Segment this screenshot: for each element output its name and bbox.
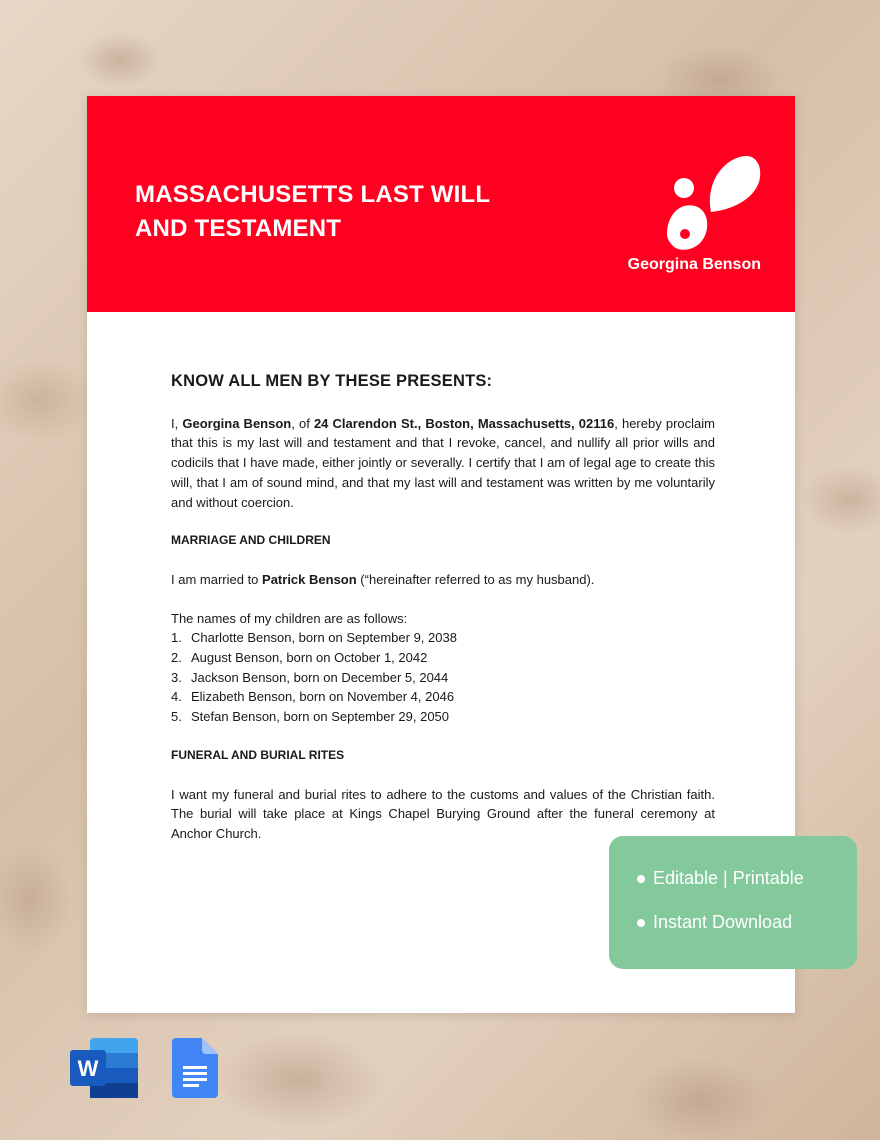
children-intro: The names of my children are as follows: [171, 610, 408, 626]
document-title: MASSACHUSETTS LAST WILL AND TESTAMENT [135, 181, 491, 242]
document-heading: KNOW ALL MEN BY THESE PRESENTS: [171, 372, 493, 390]
list-item: 2. August Benson, born on October 1, 2042 [171, 650, 428, 666]
badge-feature-editable: Editable | Printable [637, 868, 804, 889]
intro-paragraph: I, Georgina Benson, of 24 Clarendon St., Boston, Massachusetts, 02116, hereby proclaim that this is my last will and testament and that I revoke, cancel, and nullify all prior wills and codicils that I have made, either jointly or severally. I certify that I am of legal age to create this will, that I am of sound mind, and that my last will and testament was written by me voluntarily and without coercion. [171, 415, 715, 510]
word-icon[interactable] [70, 1038, 138, 1098]
section-heading-funeral: FUNERAL AND BURIAL RITES [171, 747, 345, 762]
features-badge [609, 836, 857, 969]
document-header [87, 96, 795, 312]
children-list [171, 628, 715, 727]
list-item: 1. Charlotte Benson, born on September 9, 2038 [171, 630, 457, 646]
document-body [171, 372, 715, 844]
list-item: 5. Stefan Benson, born on September 29, 2050 [171, 709, 450, 725]
bullet-icon [637, 875, 645, 883]
section-heading-marriage: MARRIAGE AND CHILDREN [171, 533, 331, 548]
bullet-icon [637, 919, 645, 927]
list-item: 4. Elizabeth Benson, born on November 4, 2046 [171, 689, 455, 705]
badge-feature-download: Instant Download [637, 912, 792, 933]
funeral-paragraph: I want my funeral and burial rites to adhere to the customs and values of the Christian faith. The burial will take place at Kings Chapel Burying Ground after the funeral ceremony at Anchor Church. [171, 786, 715, 841]
brand-logo-icon [665, 154, 761, 252]
brand-name: Georgina Benson [627, 256, 761, 273]
married-paragraph: I am married to Patrick Benson (“hereinafter referred to as my husband). [171, 571, 595, 587]
svg-text:W: W [77, 1056, 99, 1081]
list-item: 3. Jackson Benson, born on December 5, 2044 [171, 669, 449, 685]
google-docs-icon[interactable] [172, 1038, 218, 1098]
